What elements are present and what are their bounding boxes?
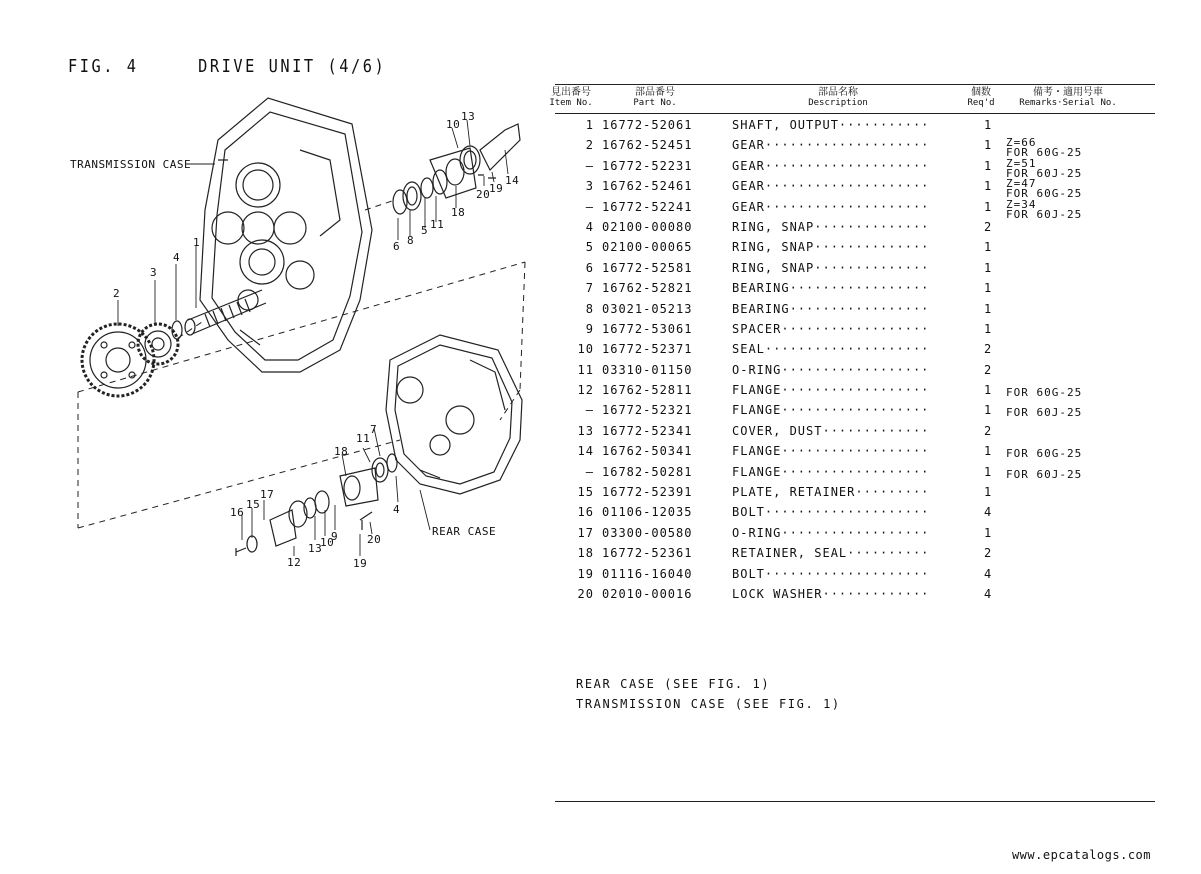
- remarks-cell: [1004, 567, 1082, 587]
- description-cell: [732, 403, 984, 423]
- remarks-line: Z=34: [1006, 197, 1037, 211]
- header-qty-en: Req'd: [967, 98, 995, 108]
- remarks-cell: [1004, 179, 1082, 199]
- qty-cell: 1: [984, 383, 993, 398]
- table-row: [548, 383, 1082, 403]
- description-text: FLANGE: [732, 403, 782, 418]
- remarks-cell: [1004, 302, 1082, 322]
- gear-66-drawing: [82, 324, 154, 396]
- callout-number: 3: [150, 266, 158, 279]
- leader-dots: ····················: [764, 199, 930, 214]
- remarks-cell: [1004, 138, 1082, 158]
- callout-number: 7: [370, 423, 378, 436]
- description-text: BOLT: [732, 566, 765, 581]
- remarks-cell: [1004, 281, 1082, 301]
- qty-cell: 1: [984, 240, 993, 255]
- item-no-cell: 16: [577, 505, 594, 520]
- description-cell: [732, 240, 984, 260]
- part-no-cell: 16772-52061: [602, 118, 693, 132]
- description-text: BOLT: [732, 505, 765, 520]
- remarks-line: FOR 60J-25: [1006, 406, 1083, 420]
- qty-cell: 1: [984, 260, 993, 275]
- table-row: [548, 342, 1082, 362]
- item-no-cell: 1: [585, 118, 594, 132]
- remarks-line: FOR 60J-25: [1006, 207, 1083, 221]
- description-text: RING, SNAP: [732, 240, 815, 255]
- qty-cell: 2: [984, 423, 993, 438]
- leader-dots: ··················: [781, 321, 930, 336]
- remarks-cell: [1004, 156, 1083, 180]
- callout-number: 6: [393, 240, 401, 253]
- table-row: [548, 424, 1082, 444]
- description-text: BEARING: [732, 281, 790, 296]
- remarks-line: FOR 60G-25: [1006, 447, 1083, 461]
- part-no-cell: 01116-16040: [602, 566, 693, 581]
- description-cell: [732, 424, 984, 444]
- qty-cell: 1: [984, 281, 993, 296]
- leader-dots: ·············: [822, 586, 930, 601]
- description-text: O-RING: [732, 525, 782, 540]
- part-no-cell: 16762-52811: [602, 383, 693, 398]
- table-row: [548, 505, 1082, 525]
- rear-case-label: REAR CASE: [432, 525, 497, 538]
- table-row: [548, 159, 1082, 179]
- qty-cell: 1: [984, 464, 993, 479]
- item-no-cell: 7: [585, 281, 594, 296]
- callout-number: 15: [246, 498, 261, 511]
- table-row: [548, 567, 1082, 587]
- table-header-rule: [555, 113, 1155, 114]
- header-desc-jp: 部品名称: [818, 87, 858, 98]
- upper-seal-group-drawing: [393, 124, 520, 214]
- qty-cell: 1: [984, 179, 993, 194]
- table-row: [548, 587, 1082, 607]
- leader-dots: ·············: [822, 423, 930, 438]
- table-row: [548, 465, 1082, 485]
- leader-dots: ··················: [781, 362, 930, 377]
- leader-dots: ··········: [847, 546, 930, 561]
- callout-number: 4: [173, 251, 181, 264]
- part-no-cell: 01106-12035: [602, 505, 693, 520]
- callout-number: 11: [430, 218, 445, 231]
- item-no-cell: 19: [577, 566, 594, 581]
- part-no-cell: 02100-00080: [602, 219, 693, 234]
- leader-dots: ··················: [781, 383, 930, 398]
- table-row: [548, 118, 1082, 138]
- remarks-cell: [1004, 342, 1082, 362]
- header-desc-en: Description: [808, 98, 868, 108]
- part-no-cell: 16772-52581: [602, 260, 693, 275]
- qty-cell: 2: [984, 219, 993, 234]
- rear-case-drawing: [386, 335, 522, 494]
- item-no-cell: 15: [577, 485, 594, 500]
- description-cell: [732, 526, 984, 546]
- table-row: [548, 403, 1082, 423]
- qty-cell: 1: [984, 199, 993, 214]
- part-no-cell: 02010-00016: [602, 586, 693, 601]
- callout-number: 14: [505, 174, 520, 187]
- description-text: FLANGE: [732, 464, 782, 479]
- callout-number: 20: [476, 188, 491, 201]
- leader-dots: ··················: [781, 464, 930, 479]
- transmission-case-label: TRANSMISSION CASE: [70, 158, 192, 171]
- remarks-line: Z=51: [1006, 156, 1037, 170]
- callout-number: 2: [113, 287, 121, 300]
- leader-dots: ··············: [814, 260, 930, 275]
- figure-number: FIG. 4: [68, 56, 139, 77]
- item-no-cell: 9: [585, 321, 594, 336]
- item-no-cell: 12: [577, 383, 594, 398]
- leader-dots: ····················: [764, 179, 930, 194]
- item-no-cell: —: [585, 464, 594, 479]
- qty-cell: 1: [984, 403, 993, 418]
- table-row: [548, 138, 1082, 158]
- callout-number: 18: [451, 206, 466, 219]
- note-transmission-case: TRANSMISSION CASE (SEE FIG. 1): [576, 697, 841, 711]
- note-rear-case: REAR CASE (SEE FIG. 1): [576, 677, 771, 691]
- output-shaft-drawing: [185, 290, 266, 335]
- bottom-rule: [555, 801, 1155, 802]
- table-row: [548, 281, 1082, 301]
- remarks-line: FOR 60G-25: [1006, 386, 1083, 400]
- remarks-cell: [1004, 444, 1082, 464]
- description-text: LOCK WASHER: [732, 586, 823, 601]
- description-cell: [732, 138, 984, 158]
- table-row: [548, 302, 1082, 322]
- description-text: SPACER: [732, 321, 782, 336]
- part-no-cell: 02100-00065: [602, 240, 693, 255]
- qty-cell: 4: [984, 566, 993, 581]
- qty-cell: 4: [984, 586, 993, 601]
- table-row: [548, 200, 1082, 220]
- leader-dots: ··············: [814, 219, 930, 234]
- callout-number: 19: [353, 557, 368, 570]
- table-row: [548, 240, 1082, 260]
- part-no-cell: 16772-52371: [602, 342, 693, 357]
- header-remarks-jp: 備考・適用号車: [1033, 87, 1103, 98]
- table-row: [548, 546, 1082, 566]
- description-cell: [732, 485, 984, 505]
- table-row: [548, 485, 1082, 505]
- figure-title: [68, 56, 386, 77]
- callout-number: 4: [393, 503, 401, 516]
- header-remarks-en: Remarks·Serial No.: [1019, 98, 1117, 108]
- description-text: RING, SNAP: [732, 219, 815, 234]
- leader-dots: ····················: [764, 342, 930, 357]
- remarks-cell: [1004, 526, 1082, 546]
- item-no-cell: 3: [585, 179, 594, 194]
- table-row: [548, 179, 1082, 199]
- item-no-cell: —: [585, 158, 594, 173]
- remarks-line: Z=66: [1006, 136, 1037, 150]
- table-row: [548, 220, 1082, 240]
- header-qty: [962, 88, 1000, 108]
- callout-number: 1: [193, 236, 201, 249]
- remarks-cell: [1004, 383, 1082, 403]
- header-item-jp: 見出番号: [551, 87, 591, 98]
- description-text: GEAR: [732, 179, 765, 194]
- description-text: COVER, DUST: [732, 423, 823, 438]
- part-no-cell: 16762-52451: [602, 138, 693, 153]
- item-no-cell: 4: [585, 219, 594, 234]
- header-remarks: [1016, 88, 1120, 108]
- qty-cell: 1: [984, 444, 993, 459]
- header-description: [798, 88, 878, 108]
- callout-number: 5: [421, 224, 429, 237]
- description-cell: [732, 587, 984, 607]
- description-text: FLANGE: [732, 444, 782, 459]
- description-text: FLANGE: [732, 383, 782, 398]
- leader-dots: ····················: [764, 566, 930, 581]
- remarks-cell: [1004, 403, 1082, 423]
- description-cell: [732, 200, 984, 220]
- callout-number: 13: [308, 542, 323, 555]
- remarks-line: FOR 60G-25: [1006, 146, 1083, 160]
- description-cell: [732, 159, 984, 179]
- description-cell: [732, 363, 984, 383]
- remarks-cell: [1004, 424, 1082, 444]
- header-item-no: [548, 88, 594, 108]
- leader-dots: ··················: [781, 444, 930, 459]
- parts-table: [548, 118, 1082, 607]
- description-cell: [732, 505, 984, 525]
- table-top-rule: [555, 84, 1155, 85]
- callout-number: 13: [461, 110, 476, 123]
- leader-dots: ·········: [855, 485, 930, 500]
- watermark: www.epcatalogs.com: [1011, 848, 1151, 862]
- description-cell: [732, 179, 984, 199]
- qty-cell: 1: [984, 321, 993, 336]
- description-text: GEAR: [732, 199, 765, 214]
- item-no-cell: —: [585, 403, 594, 418]
- description-text: BEARING: [732, 301, 790, 316]
- exploded-diagram: [0, 80, 545, 580]
- item-no-cell: 11: [577, 362, 594, 377]
- header-qty-jp: 個数: [971, 87, 991, 98]
- callout-number: 12: [287, 556, 302, 569]
- header-part-no: [620, 88, 690, 108]
- remarks-cell: [1004, 587, 1082, 607]
- remarks-line: FOR 60J-25: [1006, 467, 1083, 481]
- leader-dots: ····················: [764, 505, 930, 520]
- callout-number: 19: [489, 182, 504, 195]
- remarks-cell: [1004, 322, 1082, 342]
- description-cell: [732, 322, 984, 342]
- part-no-cell: 16772-52321: [602, 403, 693, 418]
- leader-dots: ··············: [814, 240, 930, 255]
- header-item-en: Item No.: [549, 98, 593, 108]
- description-cell: [732, 383, 984, 403]
- leader-dots: ····················: [764, 158, 930, 173]
- description-cell: [732, 444, 984, 464]
- callout-number: 16: [230, 506, 245, 519]
- description-text: O-RING: [732, 362, 782, 377]
- part-no-cell: 16772-52231: [602, 158, 693, 173]
- remarks-cell: [1004, 240, 1082, 260]
- figure-caption: DRIVE UNIT (4/6): [198, 56, 387, 77]
- description-text: SHAFT, OUTPUT: [732, 118, 839, 132]
- header-part-en: Part No.: [633, 98, 677, 108]
- leader-dots: ·················: [789, 281, 930, 296]
- qty-cell: 2: [984, 546, 993, 561]
- remarks-cell: [1004, 546, 1082, 566]
- leader-dots: ·················: [789, 301, 930, 316]
- qty-cell: 1: [984, 525, 993, 540]
- item-no-cell: 13: [577, 423, 594, 438]
- description-text: PLATE, RETAINER: [732, 485, 856, 500]
- remarks-cell: [1004, 220, 1082, 240]
- description-cell: [732, 342, 984, 362]
- leader-dots: ····················: [764, 138, 930, 153]
- part-no-cell: 03310-01150: [602, 362, 693, 377]
- remarks-line: FOR 60G-25: [1006, 187, 1083, 201]
- part-no-cell: 16772-52391: [602, 485, 693, 500]
- leader-dots: ··················: [781, 525, 930, 540]
- item-no-cell: —: [585, 199, 594, 214]
- remarks-line: Z=47: [1006, 177, 1037, 191]
- remarks-cell: [1004, 197, 1083, 221]
- description-cell: [732, 567, 984, 587]
- remarks-cell: [1004, 485, 1082, 505]
- table-row: [548, 444, 1082, 464]
- part-no-cell: 16762-52461: [602, 179, 693, 194]
- callout-number: 18: [334, 445, 349, 458]
- leader-dots: ···········: [838, 118, 930, 132]
- transmission-case-drawing: [200, 98, 372, 372]
- description-cell: [732, 261, 984, 281]
- remarks-cell: [1004, 363, 1082, 383]
- remarks-line: FOR 60J-25: [1006, 166, 1083, 180]
- callout-number: 10: [320, 536, 335, 549]
- remarks-cell: [1004, 505, 1082, 525]
- part-no-cell: 16782-50281: [602, 464, 693, 479]
- description-cell: [732, 465, 984, 485]
- qty-cell: 1: [984, 158, 993, 173]
- callout-number: 10: [446, 118, 461, 131]
- remarks-cell: [1004, 118, 1082, 138]
- description-cell: [732, 302, 984, 322]
- description-cell: [732, 546, 984, 566]
- item-no-cell: 14: [577, 444, 594, 459]
- item-no-cell: 10: [577, 342, 594, 357]
- callout-number: 20: [367, 533, 382, 546]
- qty-cell: 2: [984, 342, 993, 357]
- part-no-cell: 16772-53061: [602, 321, 693, 336]
- description-text: GEAR: [732, 138, 765, 153]
- callout-number: 9: [331, 530, 339, 543]
- item-no-cell: 18: [577, 546, 594, 561]
- callout-number: 8: [407, 234, 415, 247]
- item-no-cell: 8: [585, 301, 594, 316]
- qty-cell: 2: [984, 362, 993, 377]
- part-no-cell: 03021-05213: [602, 301, 693, 316]
- qty-cell: 1: [984, 138, 993, 153]
- table-row: [548, 261, 1082, 281]
- table-row: [548, 363, 1082, 383]
- part-no-cell: 03300-00580: [602, 525, 693, 540]
- description-cell: [732, 118, 984, 138]
- item-no-cell: 6: [585, 260, 594, 275]
- table-row: [548, 526, 1082, 546]
- item-no-cell: 17: [577, 525, 594, 540]
- item-no-cell: 5: [585, 240, 594, 255]
- description-text: RETAINER, SEAL: [732, 546, 848, 561]
- part-no-cell: 16772-52361: [602, 546, 693, 561]
- qty-cell: 1: [984, 301, 993, 316]
- notes: [576, 674, 841, 714]
- description-text: RING, SNAP: [732, 260, 815, 275]
- remarks-cell: [1004, 261, 1082, 281]
- header-part-jp: 部品番号: [635, 87, 675, 98]
- part-no-cell: 16762-52821: [602, 281, 693, 296]
- qty-cell: 1: [984, 118, 993, 132]
- qty-cell: 1: [984, 485, 993, 500]
- callout-number: 17: [260, 488, 275, 501]
- table-row: [548, 322, 1082, 342]
- part-no-cell: 16772-52241: [602, 199, 693, 214]
- item-no-cell: 20: [577, 586, 594, 601]
- description-cell: [732, 220, 984, 240]
- item-no-cell: 2: [585, 138, 594, 153]
- description-text: SEAL: [732, 342, 765, 357]
- leader-dots: ··················: [781, 403, 930, 418]
- qty-cell: 4: [984, 505, 993, 520]
- part-no-cell: 16762-50341: [602, 444, 693, 459]
- callout-number: 11: [356, 432, 371, 445]
- remarks-cell: [1004, 465, 1082, 485]
- description-cell: [732, 281, 984, 301]
- part-no-cell: 16772-52341: [602, 423, 693, 438]
- description-text: GEAR: [732, 158, 765, 173]
